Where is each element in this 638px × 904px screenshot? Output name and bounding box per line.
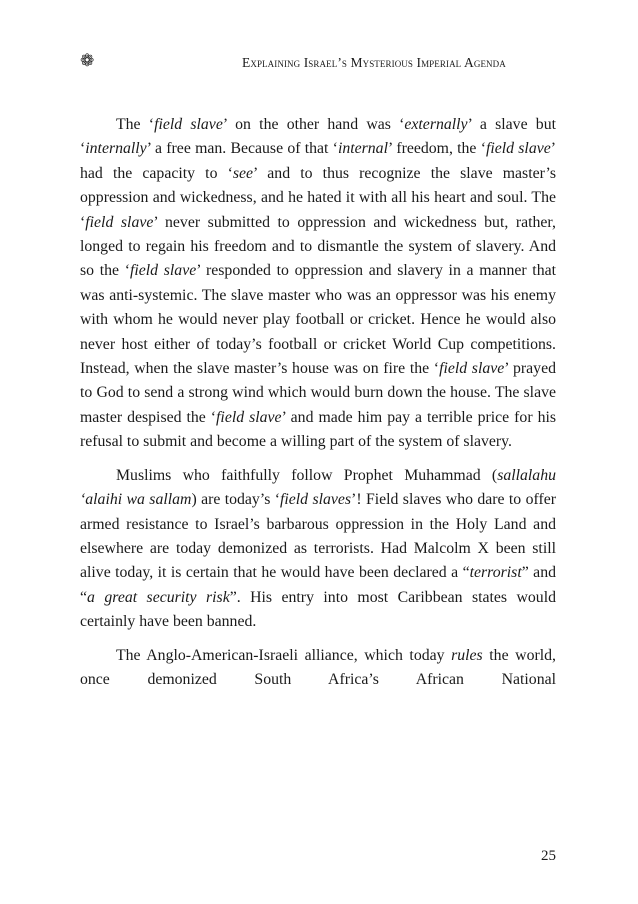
paragraph-last	[80, 644, 556, 693]
text-run: ’ freedom, the ‘	[387, 140, 486, 158]
italic-run: field slave	[439, 360, 505, 378]
text-run: The ‘	[116, 116, 155, 133]
italic-run: field slave	[216, 408, 282, 426]
text-run: ’ on the other hand was ‘	[222, 116, 405, 133]
page-number: 25	[541, 848, 556, 864]
italic-run: sallalahu ‘alaihi wa sallam	[80, 466, 556, 509]
flower-ornament-icon: ❁	[80, 51, 95, 71]
text-run: the world, once demonized South Africa’s African National	[80, 646, 556, 688]
italic-run: a great security risk	[87, 588, 230, 606]
text-run: ’ prayed to God to send a strong wind which would burn down the house. The slave master despised the ‘	[80, 360, 556, 426]
paragraph	[80, 113, 556, 455]
text-run: ’ and made him pay a terrible price for his refusal to submit and become a willing part of the system of slavery.	[80, 408, 557, 451]
text-run: Muslims who faithfully follow Prophet Muhammad (	[116, 466, 498, 484]
text-run: ’ responded to oppression and slavery in a manner that was anti-systemic. The slave master who was an oppressor was his enemy with whom he would never play football or cricket. Hence he would also never host either of today’s football or cricket World Cup competitions. Instead, when the slave master’s house was on fire the ‘	[80, 262, 556, 378]
text-run: ” and “	[80, 564, 556, 606]
text-run: ’ a free man. Because of that ‘	[146, 140, 338, 158]
italic-run: field slaves	[280, 491, 352, 509]
italic-run: terrorist	[469, 564, 522, 582]
running-title: Explaining Israel’s Mysterious Imperial Agenda	[242, 55, 506, 70]
text-run: ’ and to thus recognize the slave master’s oppression and wickedness, and he hated it with all his heart and soul. The ‘	[80, 164, 556, 231]
italic-run: internal	[337, 140, 388, 158]
italic-run: see	[232, 164, 254, 182]
text-run: ’ had the capacity to ‘	[80, 140, 557, 182]
text-run: ) are today’s ‘	[191, 491, 280, 509]
italic-run: field slave	[485, 140, 551, 158]
text-run: ’ a slave but ‘	[80, 116, 556, 158]
italic-run: internally	[85, 140, 147, 158]
italic-run: externally	[404, 116, 468, 133]
body-text	[80, 113, 556, 701]
italic-run: field slave	[85, 213, 154, 231]
text-run: ’ never submitted to oppression and wickedness but, rather, longed to regain his freedom and to dismantle the system of slavery. And so the ‘	[80, 213, 557, 280]
text-run: ’! Field slaves who dare to offer armed resistance to Israel’s barbarous oppression in the Holy Land and elsewhere are today demonized as terrorists. Had Malcolm X been still alive today, it is certain that he would have been declared a “	[80, 491, 556, 582]
text-run: The Anglo-American-Israeli alliance, which today	[116, 646, 452, 664]
text-run: ”. His entry into most Caribbean states would certainly have been banned.	[80, 588, 556, 631]
italic-run: field slave	[154, 116, 223, 133]
paragraph	[80, 464, 556, 635]
running-header	[80, 52, 556, 74]
italic-run: field slave	[130, 262, 197, 280]
italic-run: rules	[451, 646, 483, 664]
